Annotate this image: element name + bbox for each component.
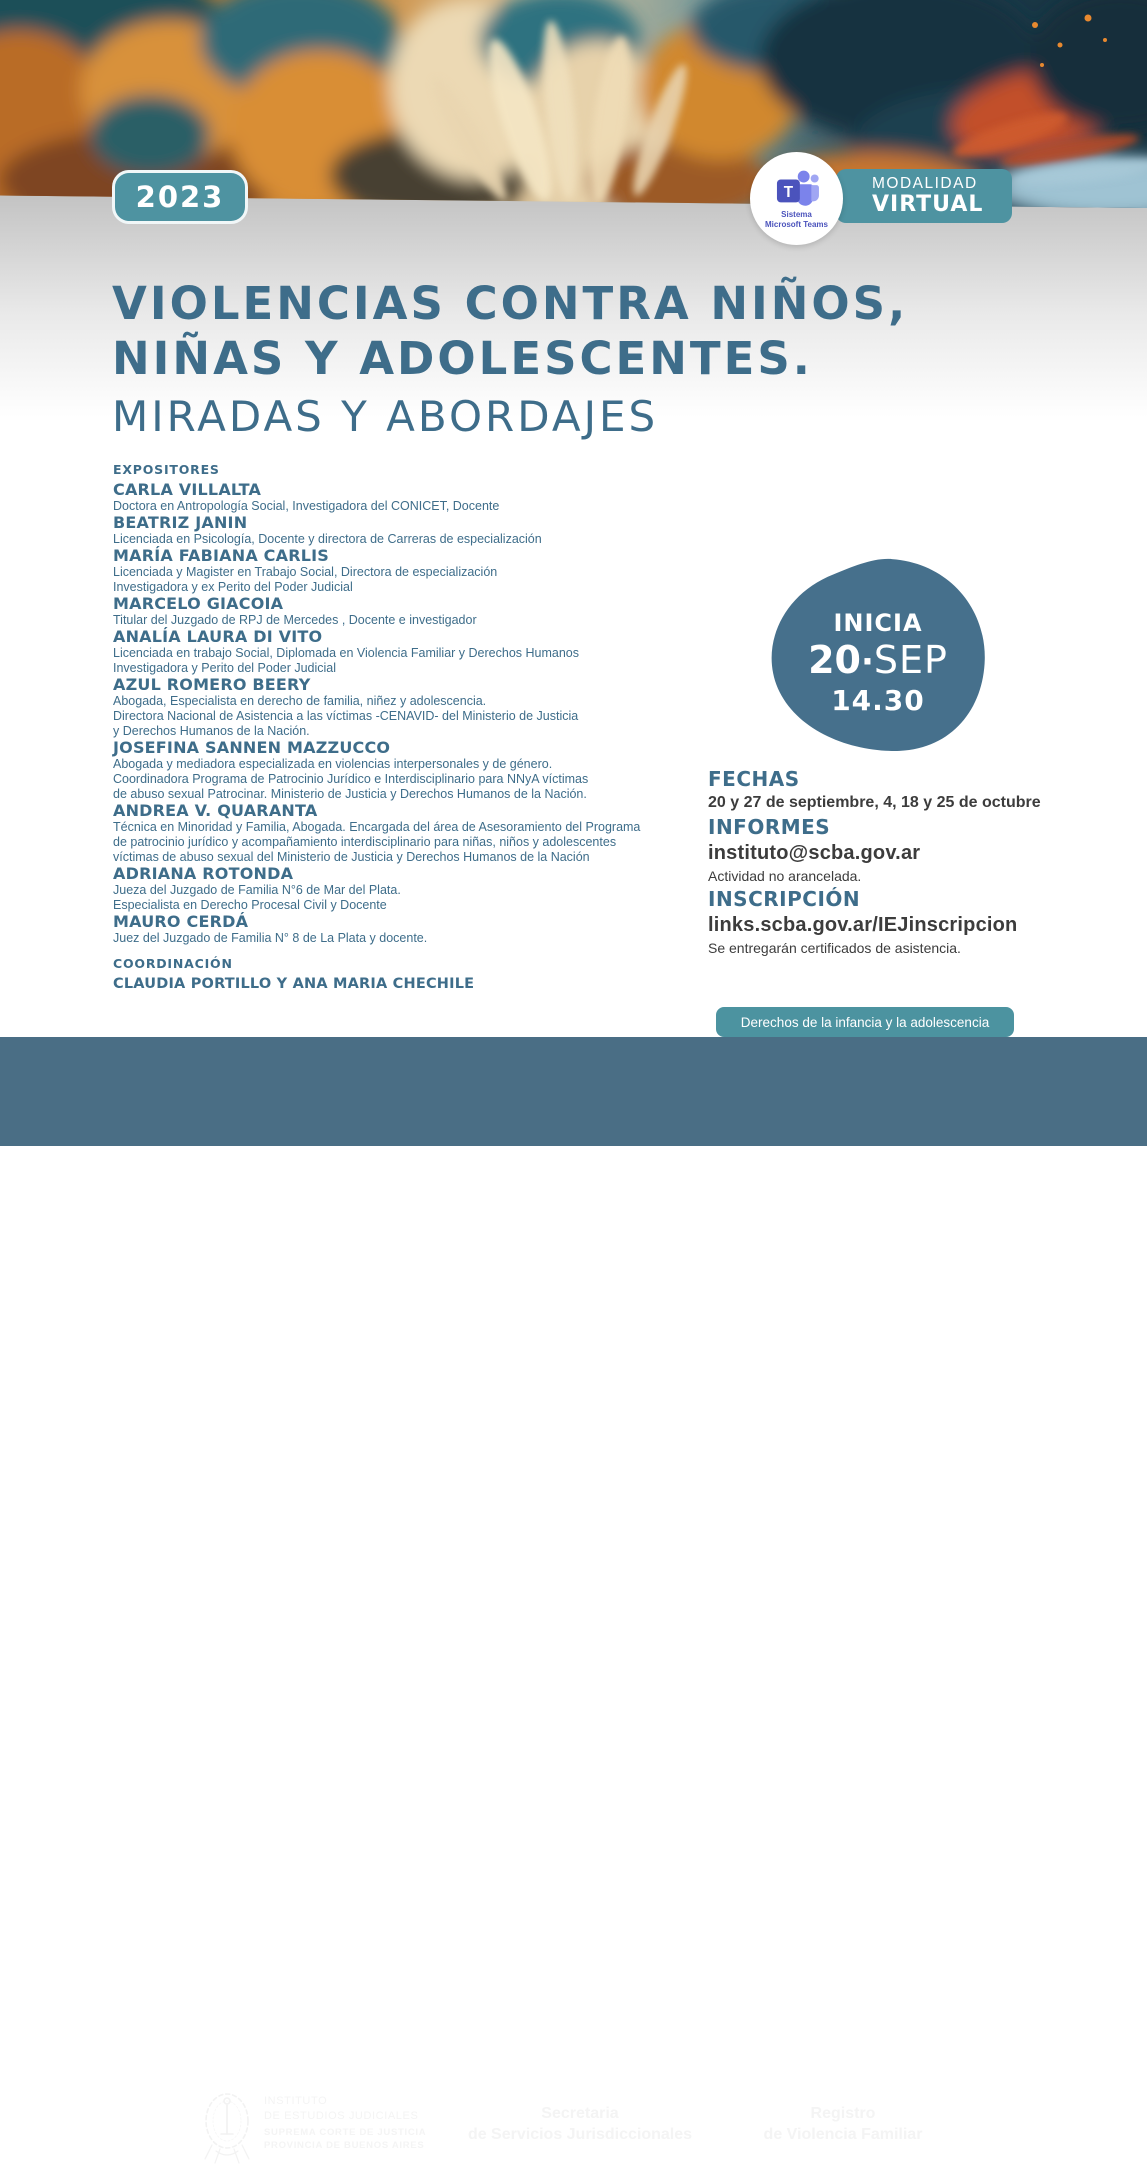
speaker-desc-line: Directora Nacional de Asistencia a las víctimas -CENAVID- del Ministerio de Justicia — [113, 709, 579, 723]
inscripcion-heading: INSCRIPCIÓN — [708, 887, 861, 911]
speaker-name: MARÍA FABIANA CARLIS — [113, 546, 329, 565]
speaker-desc-line: de abuso sexual Patrocinar. Ministerio de Justicia y Derechos Humanos de la Nación. — [113, 787, 587, 801]
fechas-heading: FECHAS — [708, 767, 800, 791]
speaker-desc-line: Investigadora y Perito del Poder Judicial — [113, 661, 337, 675]
speaker-entry — [113, 865, 763, 913]
year-badge — [112, 170, 248, 224]
speaker-name: JOSEFINA SANNEN MAZZUCCO — [113, 738, 391, 757]
speaker-desc-line: Investigadora y ex Perito del Poder Judicial — [113, 580, 353, 594]
informes-email[interactable]: instituto@scba.gov.ar — [708, 842, 921, 864]
speaker-desc-line: Coordinadora Programa de Patrocinio Jurídico e Interdisciplinario para NNyA víctimas — [113, 772, 589, 786]
teams-badge — [750, 152, 843, 245]
speaker-desc-line: Licenciada y Magister en Trabajo Social, Directora de especialización — [113, 565, 498, 579]
inicia-label: INICIA — [833, 609, 923, 637]
teams-caption-line2: Microsoft Teams — [765, 219, 828, 229]
registro-line2: de Violencia Familiar — [763, 2126, 923, 2143]
speaker-entry — [113, 481, 763, 514]
speaker-desc-line: de patrocinio jurídico y acompañamiento interdisciplinario para niñas, niños y adolescentes — [113, 835, 617, 849]
speaker-entry — [113, 595, 763, 628]
speaker-entry — [113, 514, 763, 547]
speaker-entry — [113, 547, 763, 595]
speaker-desc-line: víctimas de abuso sexual del Ministerio de Justicia y Derechos Humanos de la Nación — [113, 850, 590, 864]
year-label: 2023 — [135, 180, 225, 214]
institute-line1: INSTITUTO — [264, 2095, 328, 2107]
institute-crest-icon — [198, 2088, 256, 2166]
secretaria-line2: de Servicios Jurisdiccionales — [467, 2126, 693, 2143]
start-date — [808, 638, 948, 684]
subtitle: MIRADAS Y ABORDAJES — [112, 392, 659, 441]
speaker-name: ADRIANA ROTONDA — [113, 864, 294, 883]
institute-line4: PROVINCIA DE BUENOS AIRES — [264, 2139, 425, 2151]
inscripcion-note: Se entregarán certificados de asistencia. — [708, 940, 961, 956]
speaker-name: ANDREA V. QUARANTA — [113, 801, 318, 820]
virtual-label: VIRTUAL — [872, 192, 984, 217]
speakers-list — [113, 481, 763, 946]
registro-line1: Registro — [810, 2105, 876, 2122]
fechas-value: 20 y 27 de septiembre, 4, 18 y 25 de octubre — [708, 794, 1041, 811]
speaker-name: BEATRIZ JANIN — [113, 513, 248, 532]
modalidad-label: MODALIDAD — [872, 175, 978, 192]
topic-tag — [716, 1007, 1014, 1037]
page-title — [112, 276, 908, 444]
speaker-entry — [113, 913, 763, 946]
speaker-desc-line: Licenciada en Psicología, Docente y directora de Carreras de especialización — [113, 532, 542, 546]
start-date-text — [756, 558, 1000, 766]
speaker-name: MAURO CERDÁ — [113, 912, 249, 931]
start-date-blob — [756, 558, 1000, 764]
coordination-names: CLAUDIA PORTILLO Y ANA MARIA CHECHILE — [113, 976, 475, 992]
title-line2: NIÑAS Y ADOLESCENTES. — [112, 332, 813, 385]
speaker-desc-line: y Derechos Humanos de la Nación. — [113, 724, 310, 738]
microsoft-teams-icon — [774, 168, 820, 210]
speaker-name: MARCELO GIACOIA — [113, 594, 284, 613]
topic-tag-label: Derechos de la infancia y la adolescencia — [740, 1014, 990, 1030]
coordination-section — [113, 956, 763, 993]
date-separator-dot: · — [860, 642, 874, 682]
speaker-desc-line: Doctora en Antropología Social, Investigadora del CONICET, Docente — [113, 499, 500, 513]
informes-heading: INFORMES — [708, 815, 831, 839]
footer-bar — [0, 1037, 1147, 2151]
registro-block — [714, 2103, 972, 2145]
start-month: SEP — [873, 638, 948, 682]
secretaria-line1: Secretaria — [541, 2105, 619, 2122]
speaker-name: CARLA VILLALTA — [113, 480, 262, 499]
speaker-desc-line: Jueza del Juzgado de Familia N°6 de Mar del Plata. — [113, 883, 401, 897]
svg-text:T: T — [783, 183, 793, 201]
speaker-entry — [113, 676, 763, 739]
inscripcion-link[interactable]: links.scba.gov.ar/IEJinscripcion — [708, 914, 1018, 936]
secretaria-block — [450, 2103, 710, 2145]
informes-note: Actividad no arancelada. — [708, 868, 862, 884]
institute-line3: SUPREMA CORTE DE JUSTICIA — [264, 2127, 427, 2138]
speaker-desc-line: Juez del Juzgado de Familia N° 8 de La Plata y docente. — [113, 931, 428, 945]
speakers-section — [113, 462, 763, 993]
speakers-heading: EXPOSITORES — [113, 462, 220, 477]
speaker-desc-line: Licenciada en trabajo Social, Diplomada en Violencia Familiar y Derechos Humanos — [113, 646, 579, 660]
modalidad-virtual-badge — [836, 169, 1012, 223]
title-line1: VIOLENCIAS CONTRA NIÑOS, — [112, 277, 909, 330]
speaker-desc-line: Especialista en Derecho Procesal Civil y Docente — [113, 898, 387, 912]
speaker-entry — [113, 802, 763, 865]
institute-line2: DE ESTUDIOS JUDICIALES — [264, 2109, 419, 2122]
start-time: 14.30 — [831, 684, 925, 717]
info-column — [708, 766, 1138, 958]
speaker-name: ANALÍA LAURA DI VITO — [113, 627, 323, 646]
coordination-heading: COORDINACIÓN — [113, 956, 233, 971]
speaker-desc-line: Abogada, Especialista en derecho de familia, niñez y adolescencia. — [113, 694, 487, 708]
speaker-entry — [113, 628, 763, 676]
speaker-name: AZUL ROMERO BEERY — [113, 675, 311, 694]
teams-caption-line1: Sistema — [781, 209, 812, 219]
speaker-desc-line: Titular del Juzgado de RPJ de Mercedes , Docente e investigador — [113, 613, 477, 627]
speaker-entry — [113, 739, 763, 802]
institute-text-block — [264, 2094, 426, 2152]
speaker-desc-line: Abogada y mediadora especializada en violencias interpersonales y de género. — [113, 757, 553, 771]
speaker-desc-line: Técnica en Minoridad y Familia, Abogada. Encargada del área de Asesoramiento del Programa — [113, 820, 641, 834]
start-day: 20 — [808, 638, 861, 682]
